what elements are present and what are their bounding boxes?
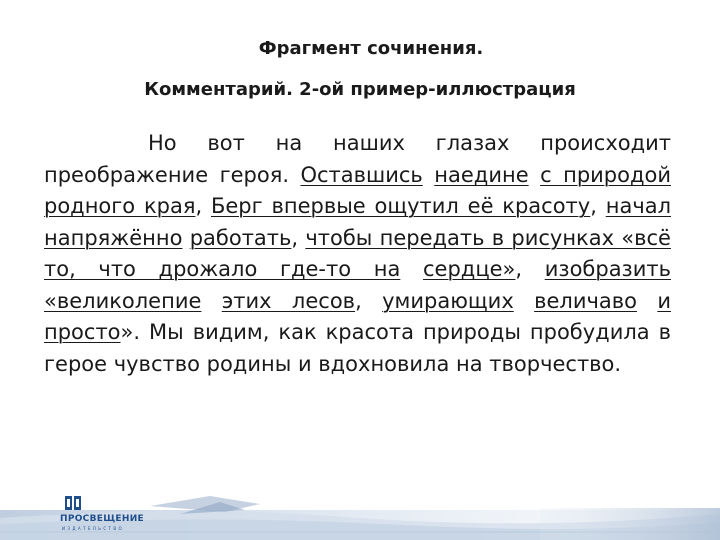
text-run: [423, 163, 434, 187]
underlined-phrase: Оставшись: [300, 162, 423, 187]
text-run: ,: [590, 194, 606, 218]
underlined-phrase: Берг впервые ощутил её красоту: [210, 194, 591, 218]
underlined-phrase: изобразить: [544, 257, 671, 281]
underlined-phrase: просто: [44, 320, 121, 344]
text-run: ». Мы видим, как красота природы пробудила в герое чувство родины и вдохновила на творчество.: [44, 320, 671, 376]
essay-paragraph: [44, 128, 671, 380]
text-run: [400, 257, 423, 281]
underlined-phrase: величаво: [534, 288, 637, 313]
underlined-phrase: умирающих: [382, 288, 514, 313]
text-run: [529, 163, 540, 187]
title-line-2: Комментарий. 2-ой пример-иллюстрация: [144, 79, 576, 100]
text-run: ,: [355, 288, 383, 313]
underlined-phrase: работать: [189, 225, 292, 250]
publisher-logo: [60, 494, 144, 538]
underlined-phrase: чтобы передать в рисунках «всё то, что дрожало где-то на: [44, 225, 671, 281]
underlined-phrase: напряжённо: [44, 225, 183, 250]
underlined-phrase: сердце»: [423, 257, 516, 281]
logo-text: ПРОСВЕЩЕНИЕ: [60, 514, 144, 524]
text-run: [201, 289, 221, 313]
book-icon: [64, 494, 82, 512]
text-run: ,: [291, 225, 306, 250]
logo-subtext: ИЗДАТЕЛЬСТВО: [62, 526, 125, 531]
text-run: [514, 289, 534, 313]
underlined-phrase: этих лесов: [221, 288, 356, 313]
text-run: [637, 289, 657, 313]
underlined-phrase: начал: [605, 194, 672, 218]
underlined-phrase: и: [657, 288, 671, 313]
text-run: Но вот на наших глазах происходит преображение героя.: [44, 131, 671, 187]
slide-title: [0, 28, 720, 110]
underlined-phrase: «великолепие: [44, 288, 202, 313]
underlined-phrase: наедине: [434, 162, 529, 187]
text-run: ,: [515, 257, 545, 281]
text-run: ,: [195, 194, 211, 218]
underlined-phrase: с природой родного края: [44, 162, 671, 218]
text-run: [182, 226, 189, 250]
title-line-1: Фрагмент сочинения.: [258, 38, 484, 59]
